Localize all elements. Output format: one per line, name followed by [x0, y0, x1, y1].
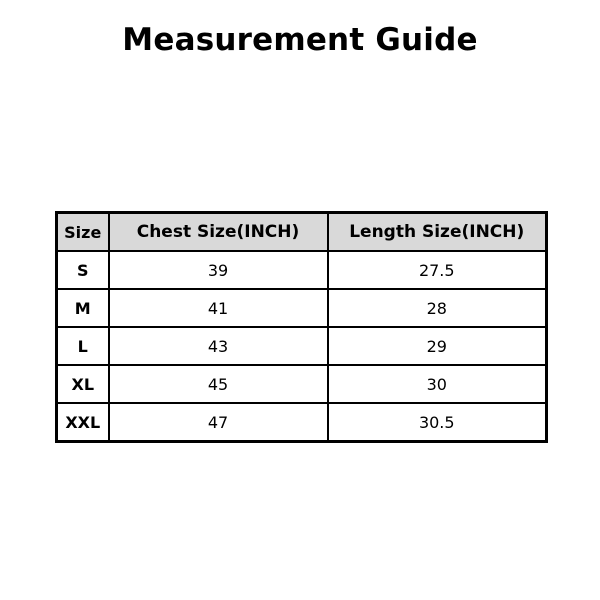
size-chart-table	[55, 211, 548, 443]
table-header	[57, 213, 547, 252]
cell-size: M	[57, 289, 109, 327]
cell-chest: 41	[109, 289, 328, 327]
table-row	[57, 289, 547, 327]
column-header-length: Length Size(INCH)	[328, 213, 547, 252]
cell-chest: 47	[109, 403, 328, 442]
cell-size: XXL	[57, 403, 109, 442]
table-row	[57, 403, 547, 442]
cell-length: 29	[328, 327, 547, 365]
table-row	[57, 327, 547, 365]
cell-length: 30.5	[328, 403, 547, 442]
cell-chest: 43	[109, 327, 328, 365]
table-header-row	[57, 213, 547, 252]
table-row	[57, 251, 547, 289]
cell-chest: 39	[109, 251, 328, 289]
table-row	[57, 365, 547, 403]
column-header-size: Size	[57, 213, 109, 252]
cell-size: L	[57, 327, 109, 365]
cell-size: S	[57, 251, 109, 289]
column-header-chest: Chest Size(INCH)	[109, 213, 328, 252]
cell-length: 30	[328, 365, 547, 403]
page-title: Measurement Guide	[122, 22, 478, 58]
table-body	[57, 251, 547, 442]
cell-chest: 45	[109, 365, 328, 403]
cell-length: 28	[328, 289, 547, 327]
size-chart-container	[55, 211, 545, 443]
cell-length: 27.5	[328, 251, 547, 289]
cell-size: XL	[57, 365, 109, 403]
